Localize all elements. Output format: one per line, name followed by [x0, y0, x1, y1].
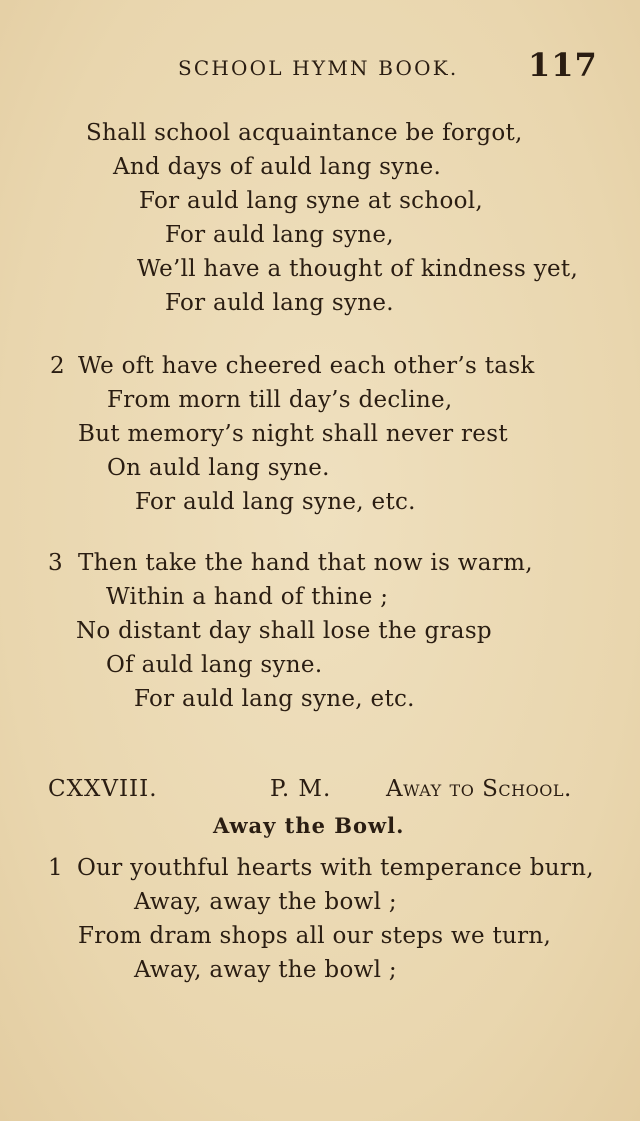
verse-line: Our youthful hearts with temperance burn, — [77, 855, 594, 881]
stanza-number: 2 — [50, 353, 65, 379]
verse-line: On auld lang syne. — [107, 455, 330, 481]
verse-line: Away, away the bowl ; — [134, 957, 397, 983]
verse-line: For auld lang syne. — [165, 290, 394, 316]
verse-line: Of auld lang syne. — [106, 652, 323, 678]
verse-line: Then take the hand that now is warm, — [78, 550, 533, 576]
hymn-meter: P. M. — [270, 776, 332, 802]
verse-line: For auld lang syne at school, — [139, 188, 484, 214]
verse-line: Within a hand of thine ; — [106, 584, 389, 610]
verse-line: Away, away the bowl ; — [134, 889, 397, 915]
stanza-number: 1 — [48, 855, 63, 881]
verse-line: And days of auld lang syne. — [113, 154, 442, 180]
verse-line: For auld lang syne, etc. — [134, 686, 415, 712]
verse-line: We oft have cheered each other’s task — [78, 353, 535, 379]
verse-line: No distant day shall lose the grasp — [76, 618, 492, 644]
page-number: 117 — [528, 46, 598, 84]
verse-line: Shall school acquaintance be forgot, — [86, 120, 523, 146]
verse-line: From dram shops all our steps we turn, — [78, 923, 552, 949]
stanza-number: 3 — [48, 550, 63, 576]
verse-line: For auld lang syne, etc. — [135, 489, 416, 515]
verse-line: For auld lang syne, — [165, 222, 394, 248]
hymn-title: Away the Bowl. — [213, 813, 405, 838]
running-head: SCHOOL HYMN BOOK. — [178, 56, 459, 80]
verse-line: We’ll have a thought of kindness yet, — [137, 256, 579, 282]
verse-line: But memory’s night shall never rest — [78, 421, 508, 447]
hymn-number: CXXVIII. — [48, 776, 158, 802]
verse-line: From morn till day’s decline, — [107, 387, 453, 413]
tune-name: Away to School. — [386, 776, 572, 802]
